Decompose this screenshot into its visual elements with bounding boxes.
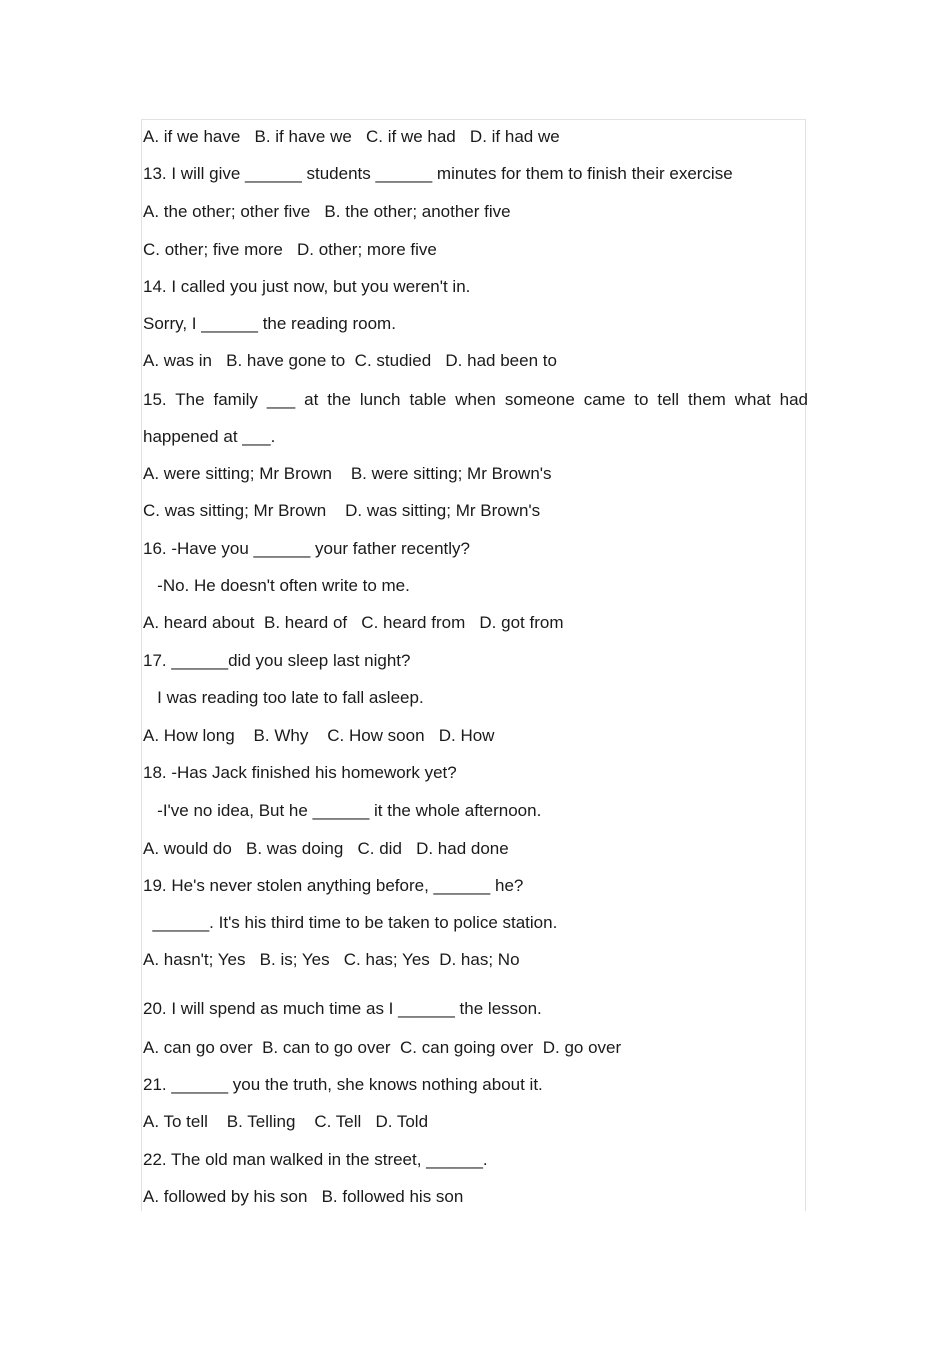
q20-options: A. can go over B. can to go over C. can going over D. go over bbox=[143, 1038, 622, 1057]
q12-options: A. if we have B. if have we C. if we had D. if had we bbox=[143, 127, 560, 146]
q14-reply: Sorry, I ______ the reading room. bbox=[143, 314, 396, 333]
q18-reply: -I've no idea, But he ______ it the whole afternoon. bbox=[143, 801, 542, 820]
q15-question: 15. The family ___ at the lunch table when someone came to tell them what had bbox=[143, 390, 808, 409]
q13-options-cd: C. other; five more D. other; more five bbox=[143, 240, 437, 259]
q15-options-cd: C. was sitting; Mr Brown D. was sitting; Mr Brown's bbox=[143, 501, 541, 520]
q13-question: 13. I will give ______ students ______ minutes for them to finish their exercise bbox=[143, 164, 733, 183]
q16-options: A. heard about B. heard of C. heard from D. got from bbox=[143, 613, 564, 632]
q19-reply: ______. It's his third time to be taken to police station. bbox=[143, 913, 558, 932]
q15-options-ab: A. were sitting; Mr Brown B. were sitting; Mr Brown's bbox=[143, 464, 552, 483]
q18-question: 18. -Has Jack finished his homework yet? bbox=[143, 763, 457, 782]
q15-question-continued: happened at ___. bbox=[143, 427, 276, 446]
q14-question: 14. I called you just now, but you weren't in. bbox=[143, 277, 471, 296]
q21-options: A. To tell B. Telling C. Tell D. Told bbox=[143, 1112, 429, 1131]
q17-question: 17. ______did you sleep last night? bbox=[143, 651, 411, 670]
q18-options: A. would do B. was doing C. did D. had done bbox=[143, 839, 509, 858]
q14-options: A. was in B. have gone to C. studied D. had been to bbox=[143, 351, 557, 370]
q16-reply: -No. He doesn't often write to me. bbox=[143, 576, 410, 595]
q17-reply: I was reading too late to fall asleep. bbox=[143, 688, 424, 707]
q19-options: A. hasn't; Yes B. is; Yes C. has; Yes D. has; No bbox=[143, 950, 520, 969]
q19-question: 19. He's never stolen anything before, ______ he? bbox=[143, 876, 524, 895]
q20-question: 20. I will spend as much time as I ______ the lesson. bbox=[143, 999, 542, 1018]
q21-question: 21. ______ you the truth, she knows nothing about it. bbox=[143, 1075, 543, 1094]
q22-options: A. followed by his son B. followed his son bbox=[143, 1187, 464, 1206]
q17-options: A. How long B. Why C. How soon D. How bbox=[143, 726, 495, 745]
q16-question: 16. -Have you ______ your father recently? bbox=[143, 539, 470, 558]
q22-question: 22. The old man walked in the street, ______. bbox=[143, 1150, 488, 1169]
q13-options-ab: A. the other; other five B. the other; another five bbox=[143, 202, 511, 221]
